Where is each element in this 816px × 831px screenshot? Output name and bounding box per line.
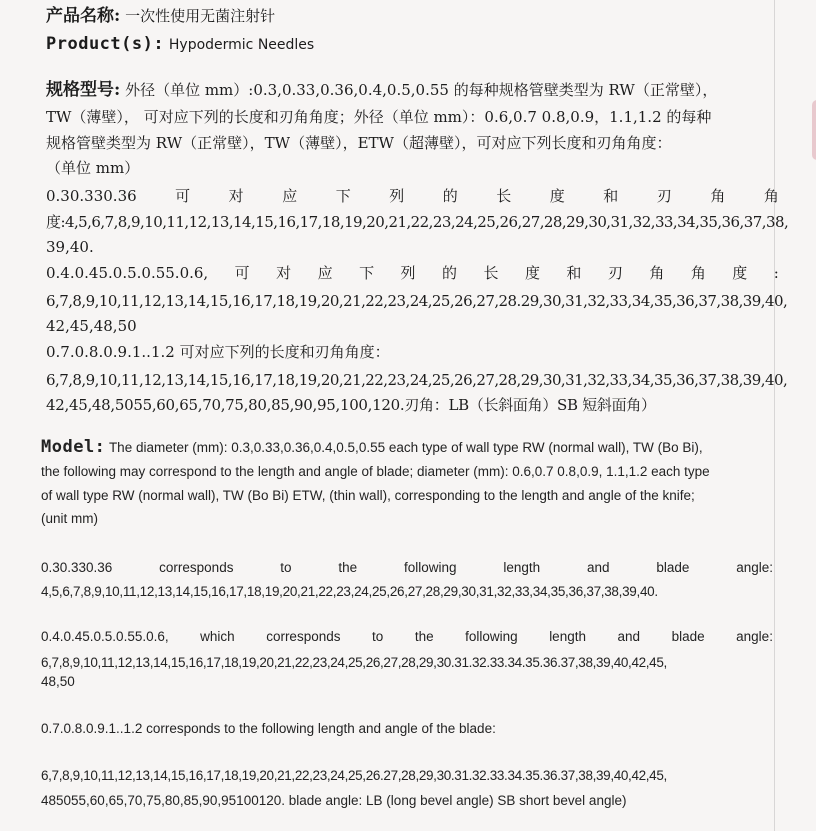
cn-group1-word: 度 (549, 187, 565, 205)
cn-group2-word: 对 (276, 264, 292, 282)
cn-group2-word: 和 (566, 264, 582, 282)
en-group2-word: blade (671, 629, 705, 644)
page-edge-line (774, 0, 775, 831)
en-group2-line1 (41, 628, 773, 646)
cn-group2-word: 0.4.0.45.0.5.0.55.0.6, (46, 264, 209, 282)
en-group3-line2: 6,7,8,9,10,11,12,13,14,15,16,17,18,19,20,21,22,23,24,25,26.27,28,29,30.31.32.33.34.35.36.37,38,39,40,42,45, (41, 768, 667, 783)
product-name-row (46, 6, 275, 26)
product-name-label: 产品名称: (46, 6, 121, 26)
cn-group2-word: 刃 (607, 264, 623, 282)
en-group2-word: angle: (736, 629, 773, 644)
product-label: Product(s): (46, 34, 165, 54)
cn-group3-line1: 0.7.0.8.0.9.1..1.2 可对应下列的长度和刃角角度： (46, 343, 390, 361)
cn-group2-word: : (773, 264, 779, 282)
model-line-1 (41, 438, 703, 457)
en-group2-word: length (549, 629, 586, 644)
cn-group2-word: 列 (400, 264, 416, 282)
stamp-edge-mark (812, 100, 816, 160)
cn-group1-word: 可 (175, 187, 191, 205)
en-group1-word: length (503, 560, 541, 575)
cn-group1-line2: 度:4,5,6,7,8,9,10,11,12,13,14,15,16,17,18,19,20,21,22,23,24,25,26,27,28,29,30,31,32,33,34,35,36,37,38, (46, 213, 789, 231)
cn-group2-word: 度 (732, 264, 748, 282)
en-group3-line1: 0.7.0.8.0.9.1..1.2 corresponds to the following length and angle of the blade: (41, 721, 496, 736)
cn-group2-word: 下 (359, 264, 375, 282)
spec-line-2: TW（薄壁）， 可对应下列的长度和刃角角度；外径（单位 mm）：0.6,0.7 0.8,0.9，1.1,1.2 的每种 (46, 108, 712, 126)
cn-group2-word: 角 (690, 264, 706, 282)
cn-group1-line1 (46, 186, 779, 206)
en-group2-word: and (617, 629, 641, 644)
en-group1-line2: 4,5,6,7,8,9,10,11,12,13,14,15,16,17,18,19,20,21,22,23,24,25,26,27,28,29,30,31,32,33,34,35,36,37,38,39,40. (41, 584, 658, 599)
en-group2-word: corresponds (266, 629, 341, 644)
en-group2-line3: 48,50 (41, 674, 75, 689)
model-line-2: the following may correspond to the length and angle of blade; diameter (mm): 0.6,0.7 0.8,0.9, 1.1,1.2 each type (41, 464, 710, 479)
en-group1-word: and (586, 560, 610, 575)
cn-group2-word: 可 (234, 264, 250, 282)
spec-line-1 (46, 80, 717, 100)
spec-text-1: 外径（单位 mm）:0.3,0.33,0.36,0.4,0.5,0.55 的每种规格管壁类型为 RW（正常壁）， (125, 81, 718, 99)
en-group2-word: following (465, 629, 518, 644)
en-group1-word: following (403, 560, 457, 575)
cn-group2-word: 长 (483, 264, 499, 282)
cn-group1-word: 对 (228, 187, 244, 205)
cn-group1-word: 刃 (656, 187, 672, 205)
en-group1-word: angle: (736, 560, 773, 575)
cn-group1-word: 角 (763, 187, 779, 205)
cn-group1-word: 下 (335, 187, 351, 205)
cn-group2-line3: 42,45,48,50 (46, 317, 137, 335)
product-value: Hypodermic Needles (168, 37, 315, 53)
cn-group2-word: 度 (524, 264, 540, 282)
en-group2-word: to (372, 629, 384, 644)
spec-label: 规格型号: (46, 80, 121, 100)
model-text-1: The diameter (mm): 0.3,0.33,0.36,0.4,0.5,0.55 each type of wall type RW (normal wall), TW (Bo Bi), (108, 440, 703, 455)
spec-line-4: （单位 mm） (46, 159, 140, 177)
product-row (46, 34, 314, 55)
en-group1-line1 (41, 559, 773, 577)
cn-group1-word: 的 (442, 187, 458, 205)
cn-group1-word: 应 (282, 187, 298, 205)
en-group2-word: which (200, 629, 235, 644)
model-label: Model: (41, 437, 106, 457)
cn-group2-word: 角 (649, 264, 665, 282)
en-group1-word: the (338, 560, 358, 575)
en-group1-word: to (280, 560, 292, 575)
en-group1-word: corresponds (159, 560, 234, 575)
cn-group2-word: 应 (317, 264, 333, 282)
en-group1-word: blade (656, 560, 690, 575)
cn-group1-line3: 39,40. (46, 238, 94, 256)
en-group1-word: 0.30.330.36 (41, 560, 113, 575)
model-line-3: of wall type RW (normal wall), TW (Bo Bi) ETW, (thin wall), corresponding to the length and angle of the knife; (41, 488, 695, 503)
en-group3-line3: 485055,60,65,70,75,80,85,90,95100120. blade angle: LB (long bevel angle) SB short bevel angle) (41, 793, 627, 808)
cn-group3-line3: 42,45,48,5055,60,65,70,75,80,85,90,95,100,120.刃角：LB（长斜面角）SB 短斜面角） (46, 396, 656, 414)
cn-group1-word: 长 (496, 187, 512, 205)
en-group2-word: 0.4.0.45.0.5.0.55.0.6, (41, 629, 169, 644)
cn-group1-word: 0.30.330.36 (46, 187, 137, 205)
cn-group1-word: 列 (389, 187, 405, 205)
cn-group1-word: 和 (603, 187, 619, 205)
model-line-4: (unit mm) (41, 511, 98, 526)
cn-group2-word: 的 (442, 264, 458, 282)
cn-group2-line2: 6,7,8,9,10,11,12,13,14,15,16,17,18,19,20,21,22,23,24,25,26,27,28.29,30,31,32,33,34,35,36,37,38,39,40, (46, 292, 788, 310)
en-group2-line2: 6,7,8,9,10,11,12,13,14,15,16,17,18,19,20,21,22,23,24,25,26,27,28,29,30.31.32.33.34.35.36.37,38,39,40,42,45, (41, 655, 667, 670)
cn-group2-line1 (46, 263, 779, 283)
cn-group3-line2: 6,7,8,9,10,11,12,13,14,15,16,17,18,19,20,21,22,23,24,25,26,27,28,29,30,31,32,33,34,35,36,37,38,39,40, (46, 371, 788, 389)
product-name-value: 一次性使用无菌注射针 (125, 7, 276, 25)
en-group2-word: the (414, 629, 434, 644)
spec-line-3: 规格管壁类型为 RW（正常壁），TW（薄壁），ETW（超薄壁），可对应下列长度和刃角角度： (46, 134, 672, 152)
cn-group1-word: 角 (710, 187, 726, 205)
